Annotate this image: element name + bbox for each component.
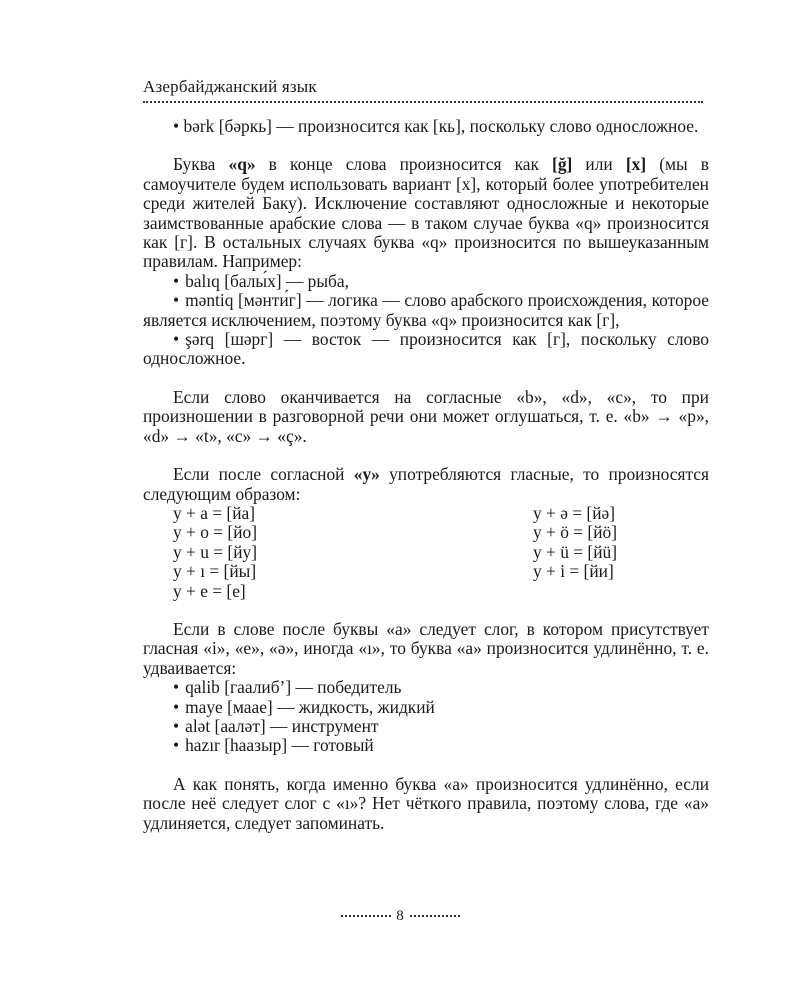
- list-item-text: maye [маае] — жидкость, жидкий: [185, 696, 435, 717]
- list-item: [143, 698, 709, 717]
- list-item-text: hazır [haазыр] — готовый: [185, 735, 374, 756]
- bullet-glyph: •: [173, 290, 180, 311]
- q-intro-a: Буква: [173, 154, 229, 175]
- y-intro-a: Если после согласной: [173, 464, 354, 485]
- y-combo-left: y + o = [йо]: [173, 522, 257, 543]
- y-letter: «y»: [353, 464, 380, 485]
- q-letter: «q»: [228, 154, 256, 175]
- y-combo-right: y + ö = [йö]: [533, 522, 617, 543]
- list-item-text: alət [ааләт] — инструмент: [185, 715, 379, 736]
- y-intro-b: употребляются гласные, то произносятся следующим образом:: [143, 464, 710, 504]
- header-dotted-rule: [143, 101, 703, 103]
- list-item: [143, 330, 709, 369]
- y-combo-left: y + a = [йа]: [173, 502, 256, 523]
- q-intro-c: или: [572, 154, 613, 175]
- spacer: [143, 446, 709, 465]
- bullet-glyph: •: [173, 329, 180, 350]
- bork-line-2: слово односложное.: [549, 116, 699, 136]
- page-body: [143, 117, 709, 833]
- page-footer: [0, 906, 800, 925]
- y-combo-right: y + ə = [йә]: [533, 502, 616, 523]
- spacer: [143, 136, 709, 155]
- x-symbol: [x]: [625, 154, 647, 175]
- q-rest: (мы в самоучителе будем использовать вариант [x], который более употребителен среди жителей Баку). Исключение составляют односложные и некоторые заимствованные арабские слова — в таком случае буква «q» произносится как [г]. В остальных случаях буква «q» произносится по вышеуказанным правилам. Например:: [143, 154, 710, 272]
- spacer: [143, 756, 709, 775]
- paragraph-long-a: Если в слове после буквы «a» следует слог, в котором присутствует гласная «i», «e», «ə», иногда «ı», то буква «a» произносится удлинённо, т. е. удваивается:: [143, 618, 709, 678]
- y-vowel-table: [173, 504, 709, 601]
- paragraph-letter-y: [143, 465, 709, 504]
- list-item-text: məntiq [мәнти́г] — логика — слово арабского происхождения, которое является исключением, поэтому буква «q» произносится как [г],: [143, 290, 709, 330]
- list-item-text: qalib [гаалибʼ] — победитель: [185, 677, 402, 698]
- y-combo-left: y + u = [йу]: [173, 541, 257, 562]
- footer-dots-right: [410, 915, 460, 917]
- y-combo-right: y + ü = [йü]: [533, 541, 617, 562]
- list-item: [143, 291, 709, 330]
- g-symbol: [ğ]: [552, 154, 573, 175]
- long-a-examples-list: [143, 678, 709, 756]
- bullet-glyph: •: [173, 677, 180, 698]
- spacer: [143, 369, 709, 388]
- list-item-text: balıq [балы́х] — рыба,: [185, 270, 349, 291]
- spacer: [143, 601, 709, 620]
- running-head: Азербайджанский язык: [143, 77, 317, 96]
- list-item: [143, 736, 709, 755]
- bullet-glyph: •: [173, 270, 180, 291]
- bullet-glyph: •: [173, 116, 180, 136]
- y-combo-right: y + i = [йи]: [533, 561, 614, 582]
- bullet-glyph: •: [173, 715, 180, 736]
- y-combo-left: y + ı = [йы]: [173, 561, 257, 582]
- list-item: [143, 717, 709, 736]
- paragraph-letter-q: [143, 155, 709, 271]
- list-item: [143, 272, 709, 291]
- list-item: [143, 678, 709, 697]
- list-item-text: şərq [шәрг] — восток — произносится как [г], поскольку слово односложное.: [143, 329, 709, 369]
- y-combo-left: y + e = [е]: [173, 580, 246, 601]
- paragraph-bork: [143, 117, 709, 136]
- bullet-glyph: •: [173, 696, 180, 717]
- q-intro-b: в конце слова произносится как: [255, 154, 553, 175]
- paragraph-question: А как понять, когда именно буква «a» произносится удлинённо, если после неё следует слог с «ı»? Нет чёткого правила, поэтому слова, где «a» удлиняется, следует запоминать.: [143, 773, 709, 833]
- footer-dots-left: [341, 915, 391, 917]
- paragraph-devoicing: Если слово оканчивается на согласные «b», «d», «c», то при произношении в разговорной речи они может оглушаться, т. е. «b» → «p», «d» → «t», «c» → «ç».: [143, 386, 709, 446]
- q-examples-list: [143, 272, 709, 369]
- bullet-glyph: •: [173, 735, 180, 756]
- bork-line-1: bərk [бәркь] — произносится как [кь], поскольку: [183, 116, 546, 136]
- page-number: 8: [396, 907, 404, 924]
